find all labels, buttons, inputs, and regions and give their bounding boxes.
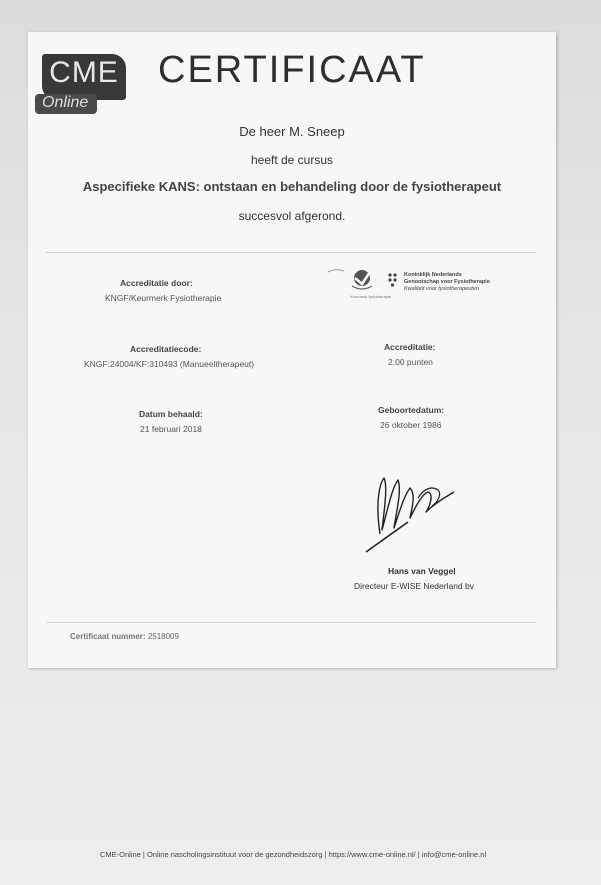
divider xyxy=(46,252,536,253)
certificate-sheet xyxy=(28,32,556,668)
certificate-title: CERTIFICAAT xyxy=(158,49,426,91)
signature-icon xyxy=(358,468,468,558)
date-obtained-value: 21 februari 2018 xyxy=(140,424,202,434)
signatory-role: Directeur E-WISE Nederland bv xyxy=(354,581,474,591)
course-title: Aspecifieke KANS: ontstaan en behandeling door de fysiotherapeut xyxy=(82,179,502,194)
recipient-name: De heer M. Sneep xyxy=(239,124,345,139)
logo-brand: CME xyxy=(49,56,119,89)
date-obtained-label: Datum behaald: xyxy=(139,409,203,419)
completion-text: succesvol afgerond. xyxy=(238,209,346,223)
accreditation-code-value: KNGF:24004/KF:310493 (Manueeltherapeut) xyxy=(84,359,255,369)
birth-date-value: 26 oktober 1986 xyxy=(380,420,442,430)
accreditation-value: 2.00 punten xyxy=(388,357,433,367)
accreditation-by-label: Accreditatie door: xyxy=(120,278,193,288)
birth-date-label: Geboortedatum: xyxy=(378,405,445,415)
footer: CME-Online | Online nascholingsinstituut voor de gezondheidszorg | https://www.cme-online.nl/ | info@cme-online.nl xyxy=(100,850,487,859)
accreditation-label: Accreditatie: xyxy=(384,342,436,352)
certificate-number-value: 2518009 xyxy=(147,632,179,641)
intro-text: heeft de cursus xyxy=(250,153,334,167)
kngf-logo xyxy=(322,264,502,304)
accreditation-code-label: Accreditatiecode: xyxy=(130,344,202,354)
cme-online-logo xyxy=(42,54,126,114)
kngf-caption: Keurmerk fysiotherapie xyxy=(350,294,392,299)
signature xyxy=(358,468,468,558)
accreditation-by-value: KNGF/Keurmerk Fysiotherapie xyxy=(105,293,222,303)
divider xyxy=(46,622,536,623)
kngf-line1: Koninklijk Nederlands xyxy=(404,272,462,278)
certificate-number-label: Certificaat nummer: xyxy=(70,632,146,641)
kngf-line3: Kwaliteit voor fysiotherapeuten xyxy=(404,286,479,292)
signatory-name: Hans van Veggel xyxy=(388,566,456,576)
logo-sub: Online xyxy=(35,94,97,114)
kngf-line2: Genootschap voor Fysiotherapie xyxy=(404,279,490,285)
certificate-number xyxy=(70,632,179,641)
